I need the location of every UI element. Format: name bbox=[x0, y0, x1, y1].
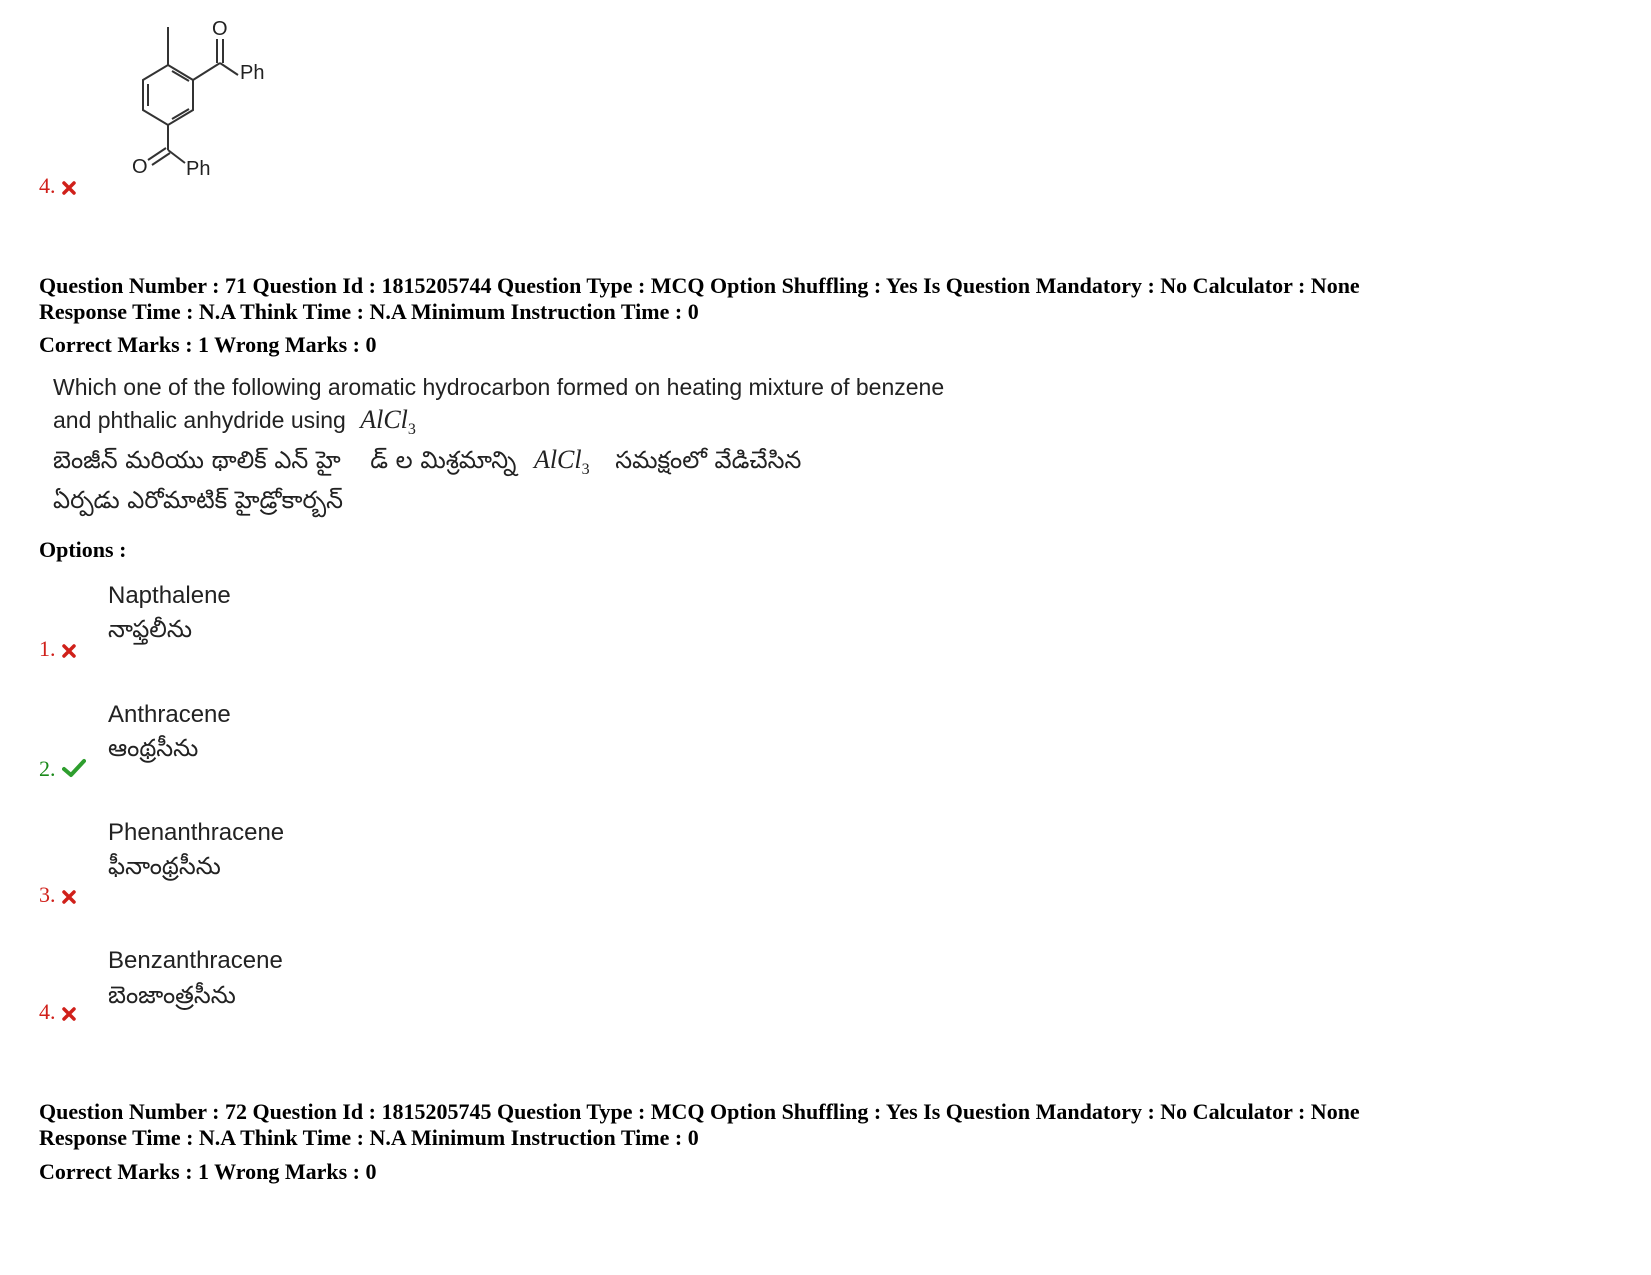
formula-alcl3 bbox=[360, 405, 416, 438]
cross-icon bbox=[62, 639, 76, 663]
question-71-text-te-1 bbox=[53, 445, 801, 485]
option-2-number bbox=[39, 757, 86, 783]
oxygen-label-bottom: O bbox=[132, 156, 148, 178]
question-72-meta-line-1: Question Number : 72 Question Id : 1815205745 Question Type : MCQ Option Shuffling : Yes Is Question Mandatory : No Calculator : None bbox=[39, 1099, 1360, 1124]
cross-icon bbox=[62, 176, 76, 200]
question-71-text-en-1: Which one of the following aromatic hydrocarbon formed on heating mixture of benzene bbox=[53, 374, 945, 400]
option-number-text: 4. bbox=[39, 173, 56, 198]
option-3-en: Phenanthracene bbox=[108, 819, 285, 846]
cross-icon bbox=[62, 1002, 76, 1026]
formula-alcl3-te bbox=[533, 445, 590, 478]
question-71-marks: Correct Marks : 1 Wrong Marks : 0 bbox=[39, 332, 377, 357]
formula-main-te: AlCl bbox=[533, 445, 582, 474]
formula-subscript-te: 3 bbox=[581, 461, 590, 478]
question-text-en-2-words: and phthalic anhydride using bbox=[53, 407, 346, 433]
option-number-text: 4. bbox=[39, 999, 56, 1024]
question-71-text-te-2: ఏర్పడు ఎరోమాటిక్ హైడ్రోకార్బన్ bbox=[53, 486, 344, 514]
checkmark-icon bbox=[62, 758, 86, 783]
option-3-te: ఫీనాంథ్రసీను bbox=[108, 852, 221, 880]
option-4-te: బెంజాంత్రసీను bbox=[108, 981, 236, 1009]
question-71-text-en-2 bbox=[53, 405, 416, 445]
question-text-te-part-b: డ్ ల మిశ్రమాన్ని bbox=[370, 446, 517, 474]
formula-subscript: 3 bbox=[407, 421, 416, 438]
option-2-te: ఆంథ్రసీను bbox=[108, 734, 199, 762]
phenyl-label-top: Ph bbox=[240, 62, 265, 84]
option-2-en: Anthracene bbox=[108, 701, 231, 728]
option-number-text: 1. bbox=[39, 636, 56, 661]
question-72-meta-line-2: Response Time : N.A Think Time : N.A Minimum Instruction Time : 0 bbox=[39, 1125, 699, 1150]
question-71-meta-line-1: Question Number : 71 Question Id : 1815205744 Question Type : MCQ Option Shuffling : Yes Is Question Mandatory : No Calculator : None bbox=[39, 273, 1360, 298]
cross-icon bbox=[62, 885, 76, 909]
option-1-te: నాఫ్తలీను bbox=[108, 615, 192, 643]
oxygen-label-top: O bbox=[212, 18, 228, 40]
options-label: Options : bbox=[39, 537, 127, 562]
option-number bbox=[39, 174, 76, 200]
question-text-te-part-c: సమక్షంలో వేడిచేసిన bbox=[615, 446, 802, 474]
option-number-text: 3. bbox=[39, 882, 56, 907]
option-4-en: Benzanthracene bbox=[108, 947, 283, 974]
option-number-text: 2. bbox=[39, 756, 56, 781]
option-1-en: Napthalene bbox=[108, 582, 231, 609]
phenyl-label-bottom: Ph bbox=[186, 158, 211, 180]
question-text-te-part-a: బెంజీన్ మరియు థాలిక్ ఎన్ హై bbox=[53, 446, 341, 474]
option-3-number bbox=[39, 883, 76, 909]
option-4-number bbox=[39, 1000, 76, 1026]
question-71-meta-line-2: Response Time : N.A Think Time : N.A Minimum Instruction Time : 0 bbox=[39, 299, 699, 324]
prev-option-4 bbox=[0, 0, 400, 210]
question-72-marks: Correct Marks : 1 Wrong Marks : 0 bbox=[39, 1159, 377, 1184]
option-1-number bbox=[39, 637, 76, 663]
formula-main: AlCl bbox=[360, 405, 408, 434]
chemical-structure-image bbox=[100, 5, 300, 195]
